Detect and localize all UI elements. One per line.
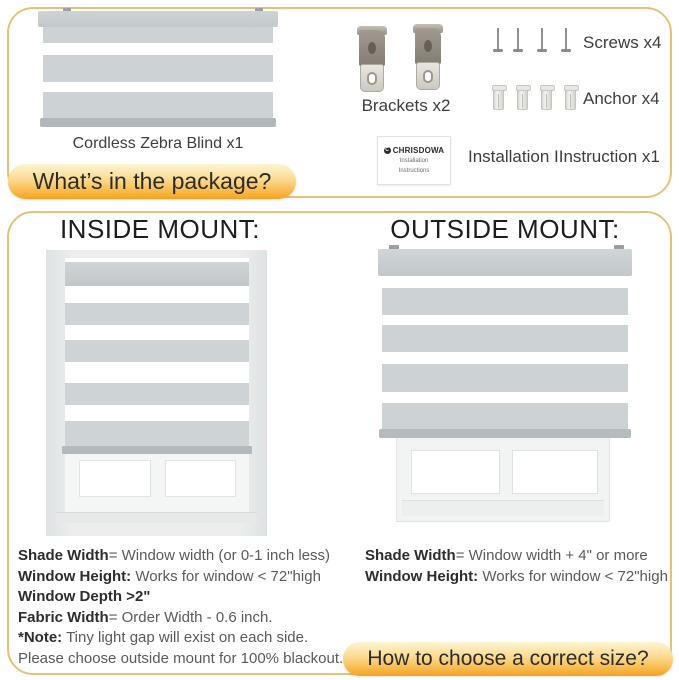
window-pane <box>165 460 236 497</box>
screw-icon <box>536 28 548 53</box>
blind-headrail <box>65 262 249 286</box>
blind-stripe <box>382 288 628 315</box>
screw-icon <box>560 28 572 53</box>
anchor-label: Anchor x4 <box>583 89 660 108</box>
package-banner: What’s in the package? <box>8 164 296 199</box>
inside-mount-notes <box>18 546 343 670</box>
blind-stripe <box>382 403 628 430</box>
window-sill <box>402 500 604 516</box>
instruction-label: Installation IInstruction x1 <box>468 147 660 166</box>
blind-stripe <box>43 27 273 43</box>
blind-bottom-rail <box>62 446 252 454</box>
card-line2: Instructions <box>398 168 430 174</box>
blind-label: Cordless Zebra Blind x1 <box>72 135 244 152</box>
blind-stripe <box>65 340 249 362</box>
window-pane <box>512 450 598 494</box>
blind-stripe <box>382 325 628 352</box>
note-line: Window Height: Works for window < 72"high <box>365 567 668 585</box>
blind-headrail <box>378 249 632 276</box>
brackets-label: Brackets x2 <box>361 96 451 115</box>
note-line: Fabric Width= Order Width - 0.6 inch. <box>18 608 273 626</box>
blind-bottom-rail <box>40 118 276 127</box>
blind-stripe <box>65 421 249 447</box>
screw-icon <box>512 28 524 53</box>
bracket-icon <box>357 26 387 92</box>
brand-logo-icon: C <box>385 147 390 153</box>
blind-stripe <box>43 55 273 82</box>
screws-label: Screws x4 <box>583 33 662 52</box>
anchor-icon <box>565 85 576 110</box>
window-pane <box>411 450 500 494</box>
brand-name: CHRISDOWA <box>392 146 445 155</box>
blind-stripe <box>382 364 628 392</box>
anchor-icon <box>517 85 528 110</box>
blind-stripe <box>65 383 249 405</box>
note-line: Shade Width= Window width + 4" or more <box>365 547 648 564</box>
bracket-icon <box>413 24 443 90</box>
note-line: *Note: Tiny light gap will exist on each side. <box>18 629 309 647</box>
note-line: Please choose outside mount for 100% blackout. <box>18 649 344 667</box>
blind-headrail <box>38 11 278 27</box>
window-pane <box>79 460 151 497</box>
screw-icon <box>492 28 504 53</box>
outside-mount-heading: OUTSIDE MOUNT: <box>390 214 620 244</box>
inside-mount-heading: INSIDE MOUNT: <box>59 214 261 244</box>
anchor-icon <box>493 85 504 110</box>
anchor-icon <box>541 85 552 110</box>
note-line: Window Height: Works for window < 72"high <box>18 567 321 585</box>
size-banner: How to choose a correct size? <box>343 642 673 676</box>
instruction-card <box>377 136 451 185</box>
blind-stripe <box>43 92 273 119</box>
brand-row <box>384 146 445 155</box>
note-line: Shade Width= Window width (or 0-1 inch less) <box>18 547 331 564</box>
card-line1: Installation <box>399 158 429 164</box>
note-line: Window Depth >2" <box>18 588 151 606</box>
outside-mount-notes <box>365 546 668 587</box>
blind-bottom-rail <box>379 429 631 438</box>
window-sill <box>56 512 257 523</box>
blind-stripe <box>65 303 249 325</box>
